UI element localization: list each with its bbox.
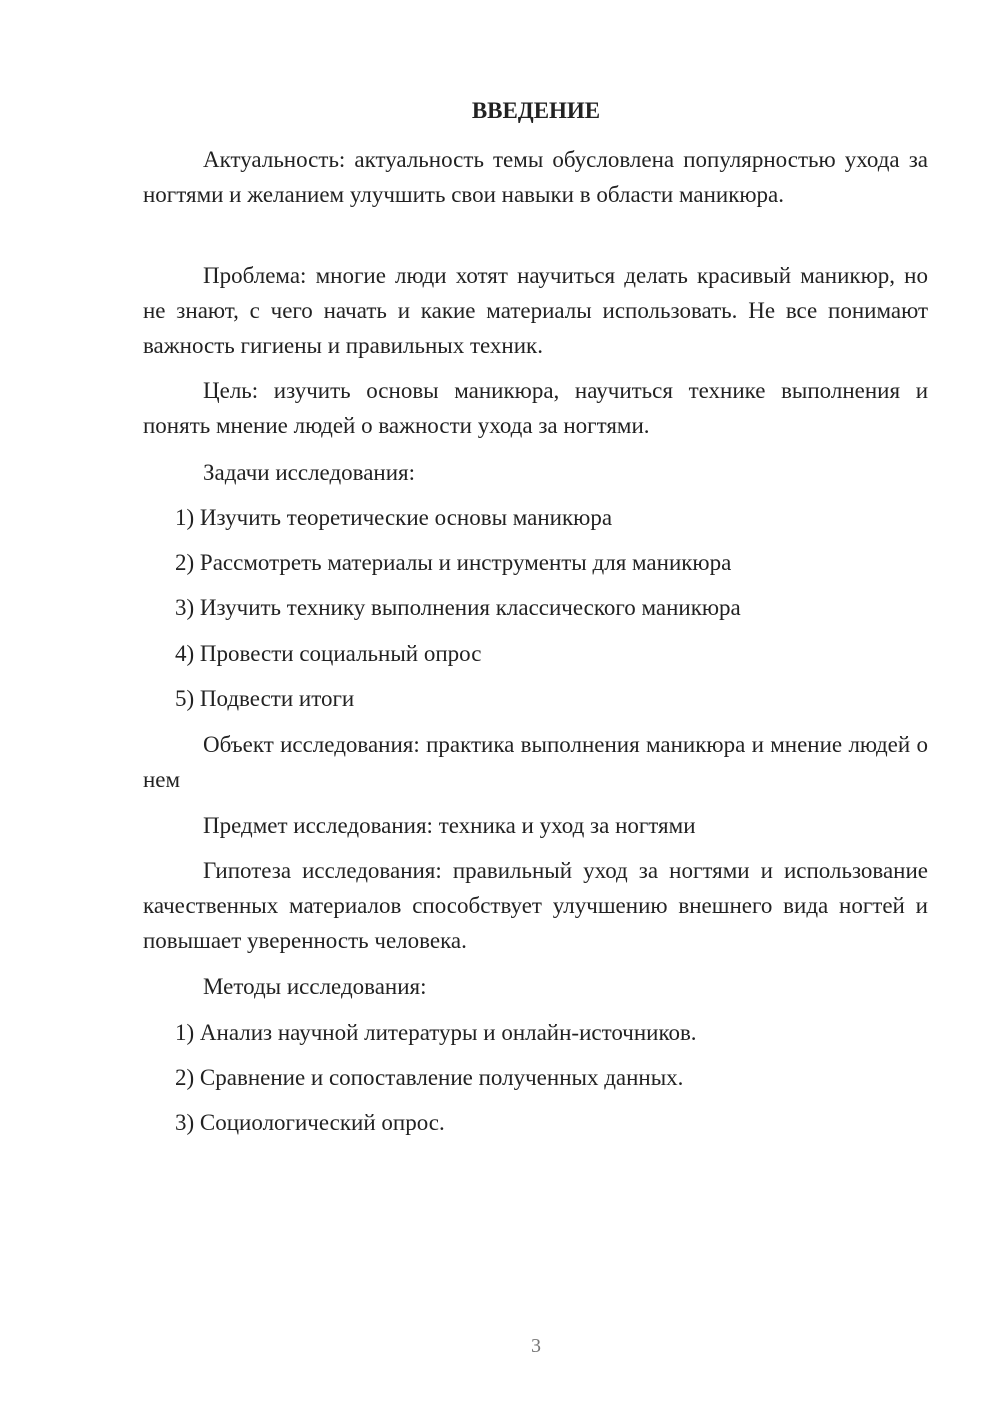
method-item: 1) Анализ научной литературы и онлайн-источников. <box>175 1020 697 1045</box>
task-item: 5) Подвести итоги <box>175 686 355 711</box>
object-paragraph: Объект исследования: практика выполнения маникюра и мнение людей о нем <box>143 732 928 792</box>
task-item: 3) Изучить технику выполнения классического маникюра <box>175 595 741 620</box>
method-item: 2) Сравнение и сопоставление полученных данных. <box>175 1065 684 1090</box>
task-item: 4) Провести социальный опрос <box>175 641 482 666</box>
hypothesis-paragraph: Гипотеза исследования: правильный уход за ногтями и использование качественных материалов способствует улучшению внешнего вида ногтей и повышает уверенность человека. <box>143 858 928 953</box>
methods-title: Методы исследования: <box>203 974 427 999</box>
page-number: 3 <box>531 1335 541 1357</box>
relevance-paragraph: Актуальность: актуальность темы обусловлена популярностью ухода за ногтями и желанием улучшить свои навыки в области маникюра. <box>143 147 928 207</box>
method-item: 3) Социологический опрос. <box>175 1110 445 1135</box>
section-heading: ВВЕДЕНИЕ <box>471 98 601 123</box>
subject-paragraph: Предмет исследования: техника и уход за ногтями <box>203 813 696 838</box>
goal-paragraph: Цель: изучить основы маникюра, научиться технике выполнения и понять мнение людей о важности ухода за ногтями. <box>143 378 928 438</box>
task-item: 1) Изучить теоретические основы маникюра <box>175 505 613 530</box>
task-item: 2) Рассмотреть материалы и инструменты для маникюра <box>175 550 732 575</box>
problem-paragraph: Проблема: многие люди хотят научиться делать красивый маникюр, но не знают, с чего начать и какие материалы использовать. Не все понимают важность гигиены и правильных техник. <box>143 263 928 358</box>
tasks-title: Задачи исследования: <box>203 460 416 485</box>
